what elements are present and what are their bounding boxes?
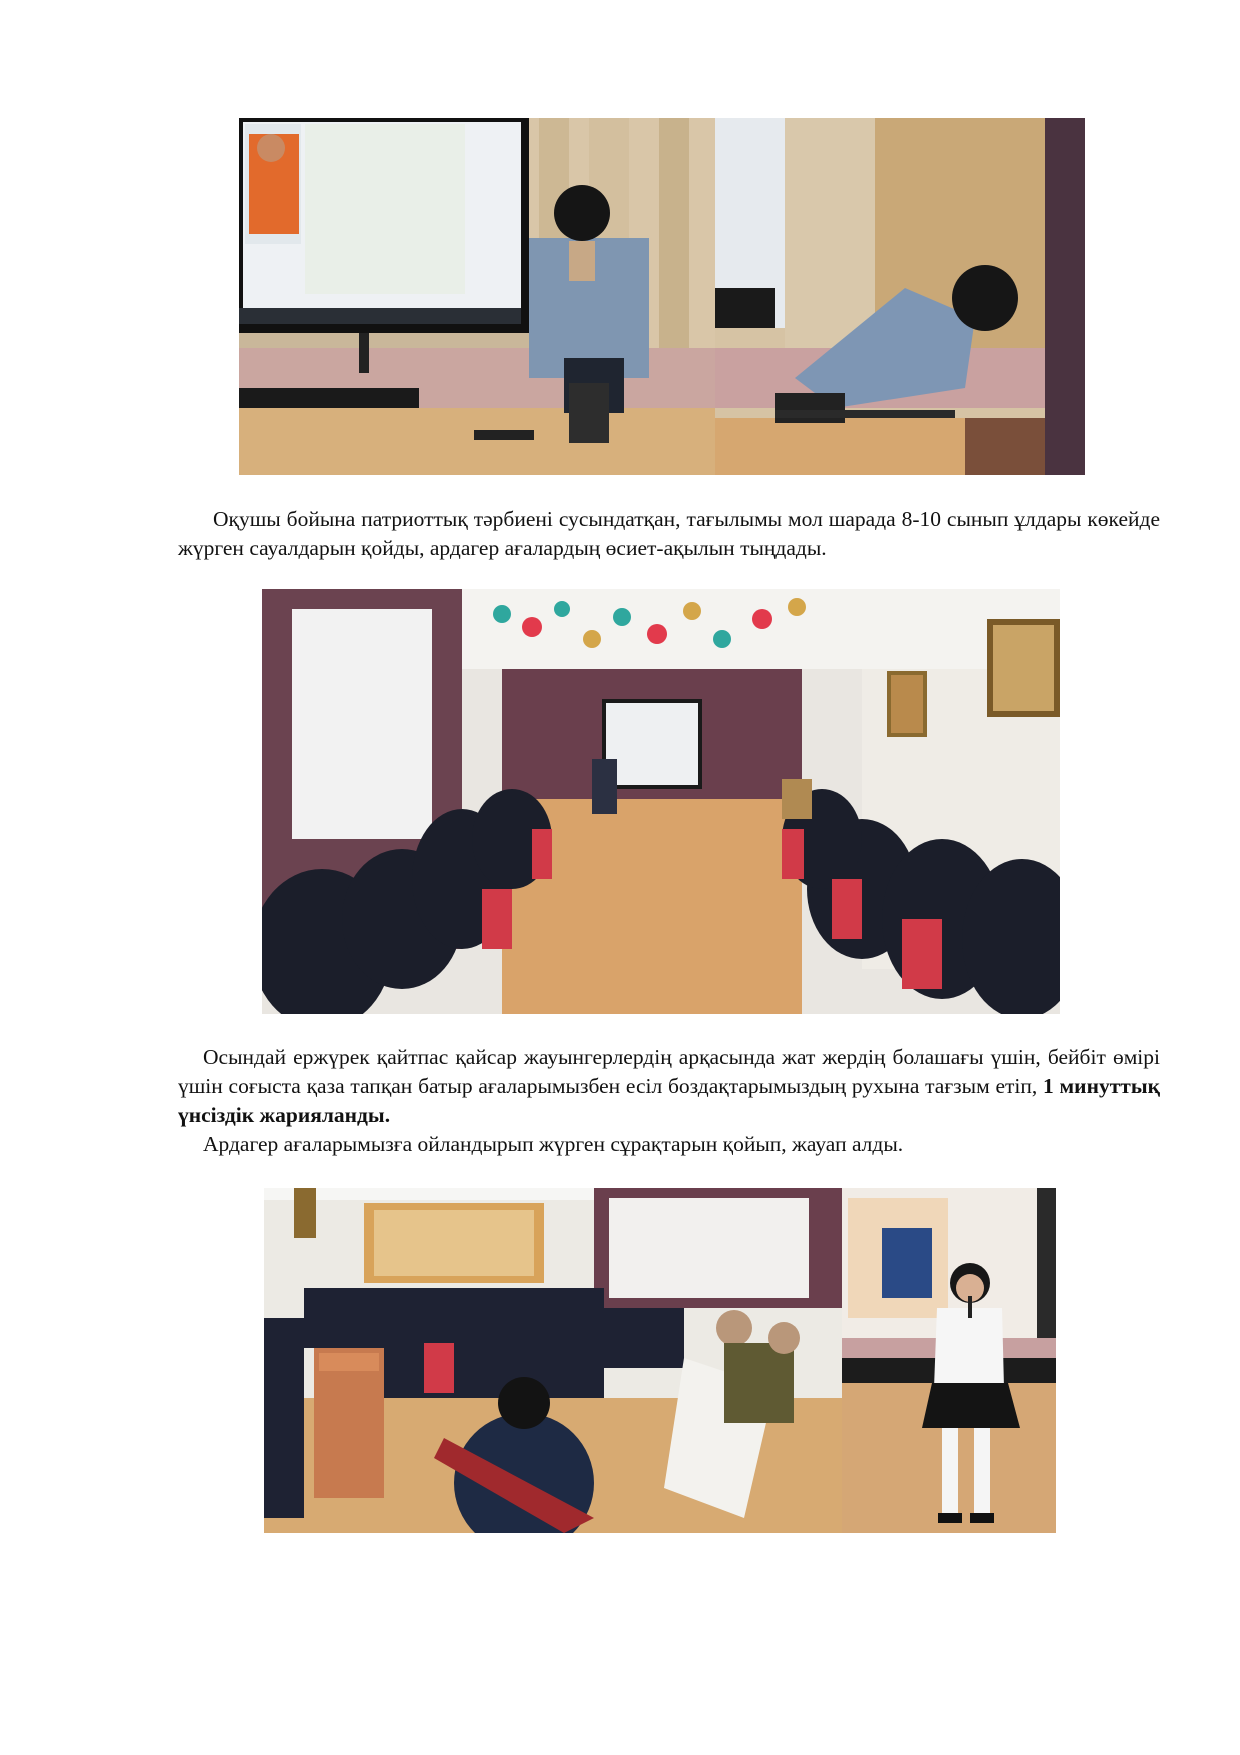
photo-student-assembling-rifle-at-screen <box>239 118 715 475</box>
photo-assembly-hall-audience <box>262 589 1060 1014</box>
photo-girl-speaking-at-microphone <box>842 1188 1056 1533</box>
paragraph-2-bold: 1 минуттық үнсіздік жарияланды. <box>178 1074 1161 1127</box>
paragraph-1: Оқушы бойына патриоттық тәрбиені сусындатқан, тағылымы мол шарада 8-10 сынып ұлдары көкейде жүрген сауалдарын қойды, ардагер ағалардың өсиет-ақылын тыңдады. <box>178 507 1160 560</box>
photo-hall-with-guitar-player <box>264 1188 842 1533</box>
paragraph-2-text: Осындай ержүрек қайтпас қайсар жауынгерлердің арқасында жат жердің болашағы үшін, бейбіт өмірі үшін соғыста қаза тапқан батыр ағаларымызбен есіл боздақтарымыздың рухына тағзым етіп, <box>178 1045 1160 1098</box>
paragraph-3: Ардагер ағаларымызға ойландырып жүрген сұрақтарын қойып, жауап алды. <box>203 1132 904 1156</box>
photo-student-bending-over-rifle <box>715 118 1085 475</box>
paragraph-2 <box>178 1043 1160 1130</box>
